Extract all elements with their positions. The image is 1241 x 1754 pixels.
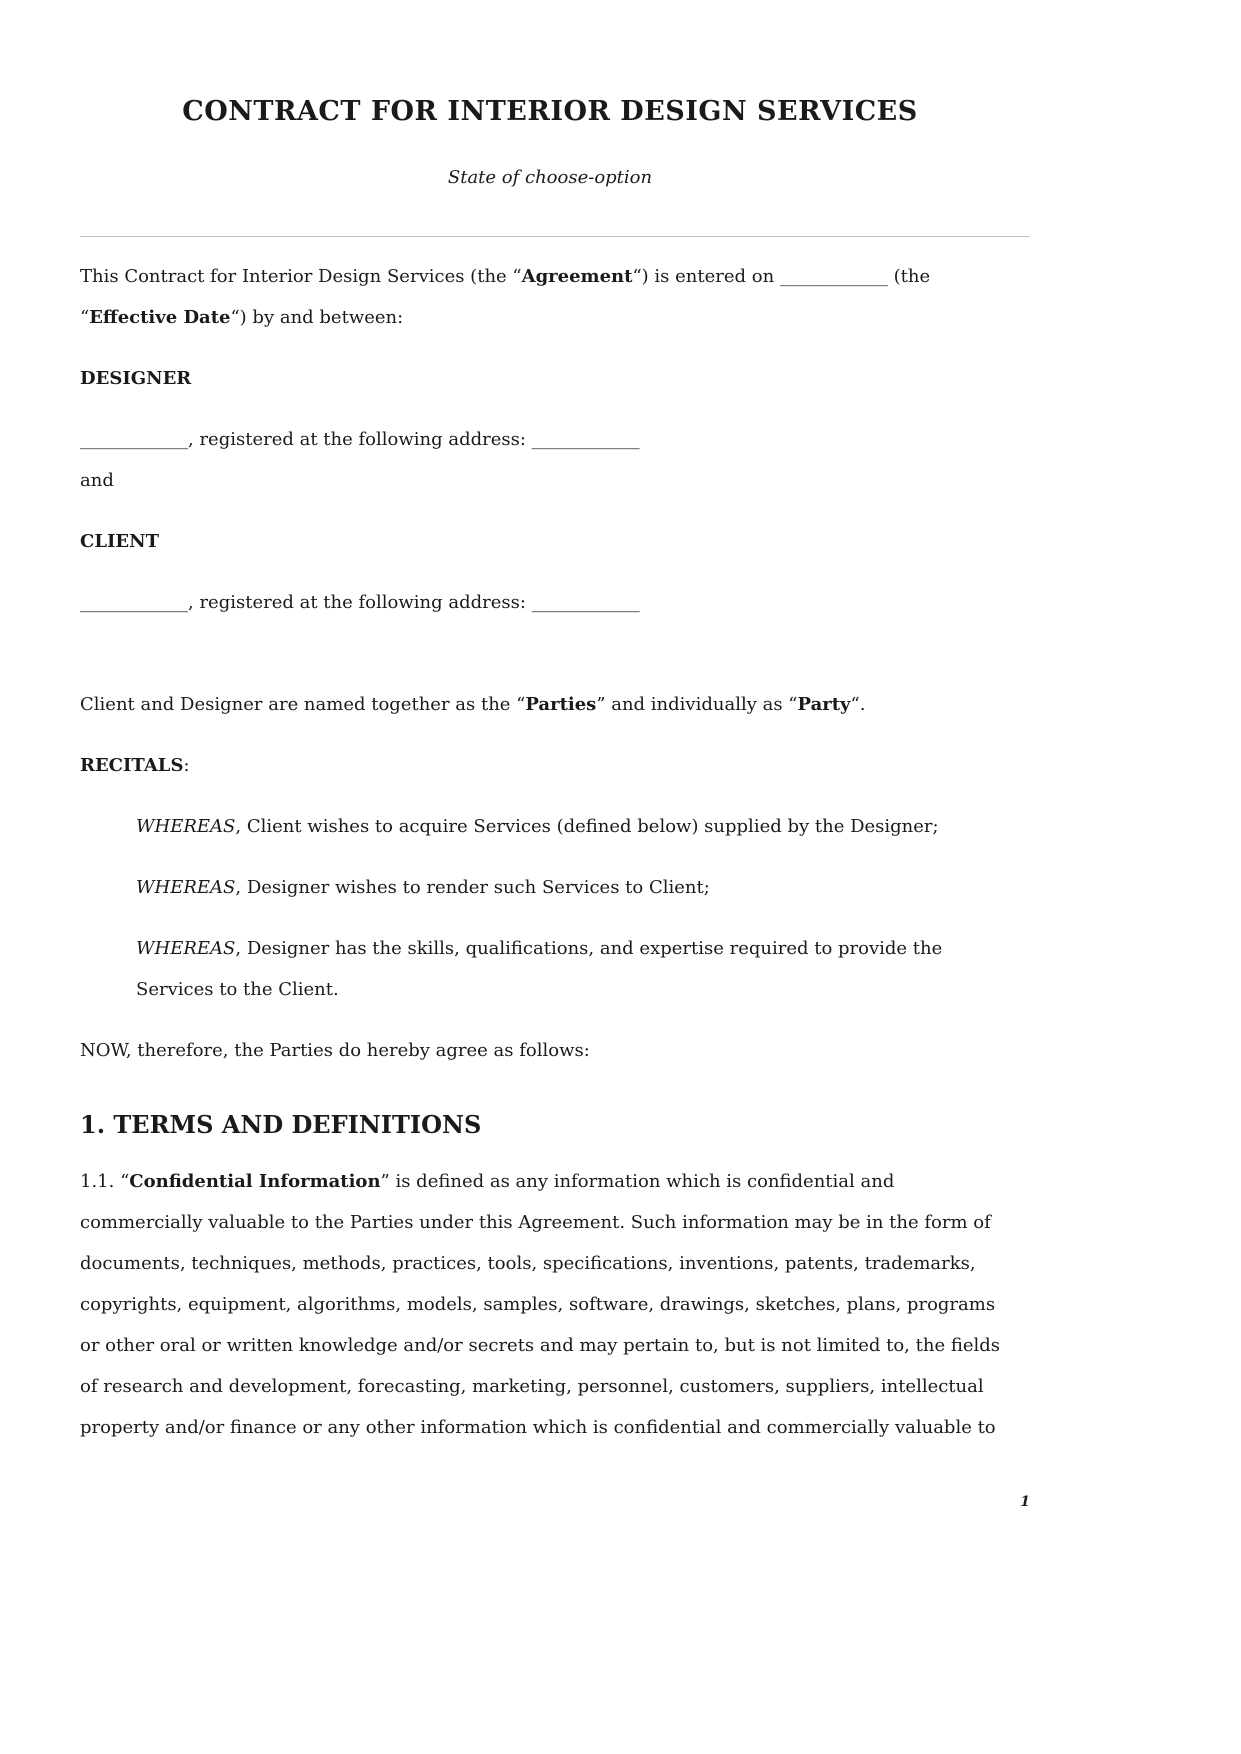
intro-text: “) is entered on ____________ (the — [632, 266, 931, 287]
recital-item: WHEREAS, Client wishes to acquire Services (defined below) supplied by the Designer; — [136, 816, 939, 837]
and-text: and — [80, 470, 114, 491]
parties-paragraph: Client and Designer are named together as the “Parties” and individually as “Party“. — [80, 694, 866, 715]
intro-paragraph-line-2 — [80, 297, 1040, 338]
clause-1-1-line: property and/or finance or any other information which is confidential and commercially valuable to — [80, 1417, 996, 1438]
party-term: Party — [797, 694, 851, 715]
recital-item: WHEREAS, Designer has the skills, qualifications, and expertise required to provide the — [136, 938, 943, 959]
recital-item-continuation: Services to the Client. — [136, 979, 339, 1000]
document-subtitle: State of choose-option — [447, 167, 653, 188]
page-number: 1 — [1020, 1494, 1030, 1510]
whereas-lead: WHEREAS — [136, 816, 236, 837]
clause-1-1-line: 1.1. “Confidential Information” is defined as any information which is confidential and — [80, 1171, 895, 1192]
whereas-lead: WHEREAS — [136, 938, 236, 959]
designer-line: ____________, registered at the following address: ____________ — [80, 429, 640, 450]
now-therefore-text: NOW, therefore, the Parties do hereby agree as follows: — [80, 1040, 590, 1061]
confidential-information-term: Confidential Information — [129, 1171, 381, 1192]
intro-paragraph-line-1 — [80, 256, 1040, 297]
clause-1-1-line: of research and development, forecasting, marketing, personnel, customers, suppliers, intellectual — [80, 1376, 984, 1397]
agreement-term: Agreement — [521, 266, 633, 287]
clause-1-1-line: documents, techniques, methods, practices, tools, specifications, inventions, patents, trademarks, — [80, 1253, 976, 1274]
header-divider — [80, 236, 1030, 237]
whereas-lead: WHEREAS — [136, 877, 236, 898]
clause-1-1-line: copyrights, equipment, algorithms, models, samples, software, drawings, sketches, plans, programs — [80, 1294, 996, 1315]
intro-text: This Contract for Interior Design Services (the “ — [80, 266, 522, 287]
section-1-heading: 1. TERMS AND DEFINITIONS — [80, 1110, 482, 1139]
intro-text: “ — [80, 307, 90, 328]
recital-item: WHEREAS, Designer wishes to render such Services to Client; — [136, 877, 710, 898]
parties-term: Parties — [525, 694, 597, 715]
client-line: ____________, registered at the following address: ____________ — [80, 592, 640, 613]
clause-1-1-line: commercially valuable to the Parties under this Agreement. Such information may be in the form of — [80, 1212, 991, 1233]
clause-1-1-line: or other oral or written knowledge and/or secrets and may pertain to, but is not limited to, the fields — [80, 1335, 1001, 1356]
designer-heading: DESIGNER — [80, 368, 192, 389]
intro-text: “) by and between: — [230, 307, 404, 328]
document-body — [80, 256, 1040, 1448]
recitals-heading: RECITALS: — [80, 755, 190, 776]
clause-number: 1.1. “ — [80, 1171, 130, 1192]
client-heading: CLIENT — [80, 531, 159, 552]
effective-date-term: Effective Date — [89, 307, 231, 328]
document-title: CONTRACT FOR INTERIOR DESIGN SERVICES — [182, 96, 918, 127]
